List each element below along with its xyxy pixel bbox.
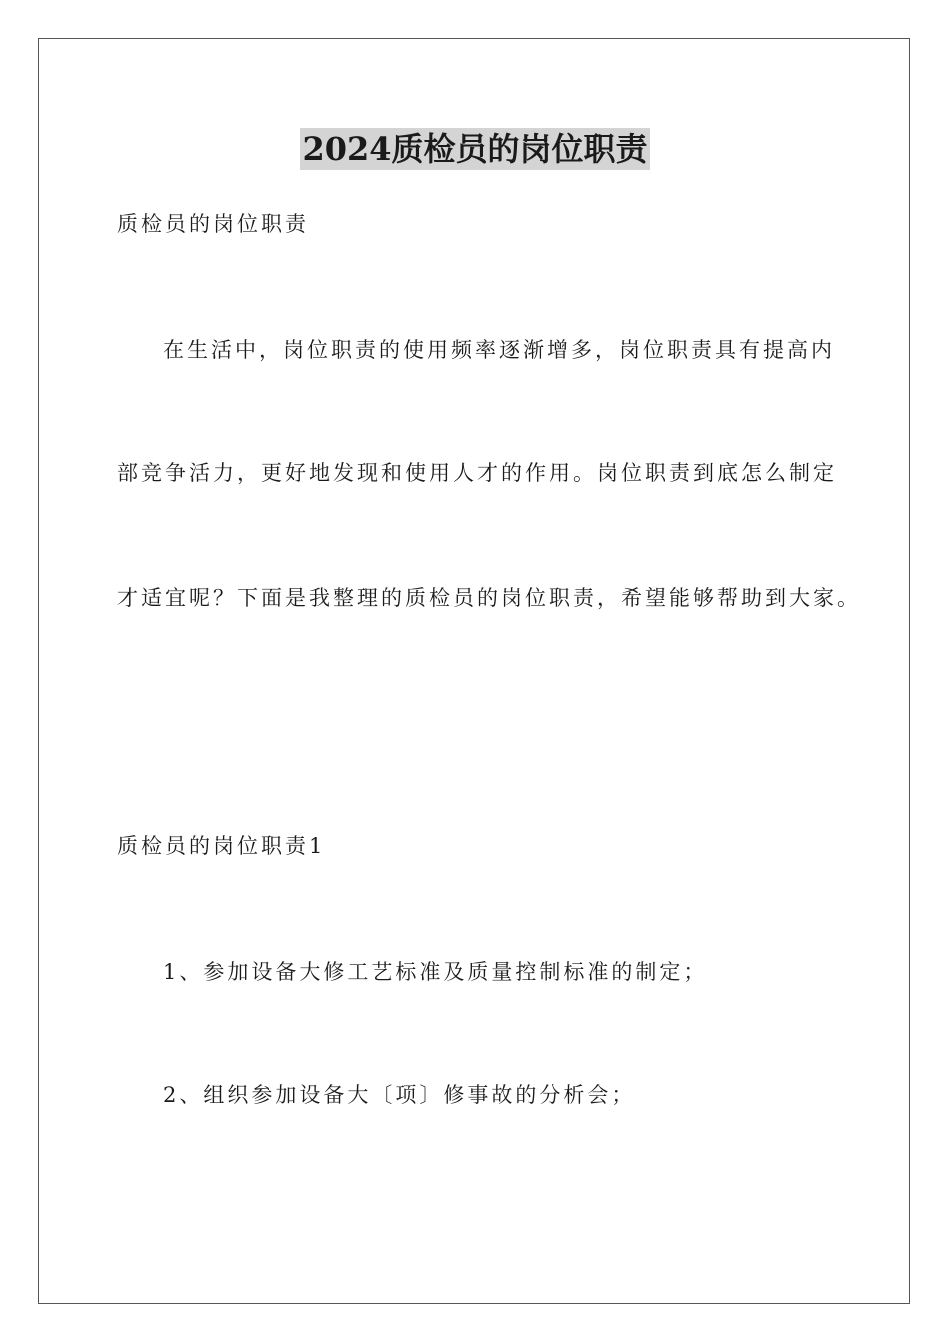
title-wrap <box>0 128 950 170</box>
document-subtitle: 质检员的岗位职责 <box>117 212 309 236</box>
list-item-1: 1、参加设备大修工艺标准及质量控制标准的制定； <box>163 960 708 984</box>
list-item-2: 2、组织参加设备大〔项〕修事故的分析会； <box>163 1083 636 1107</box>
intro-line-2: 部竞争活力，更好地发现和使用人才的作用。岗位职责到底怎么制定 <box>117 461 837 485</box>
intro-line-3: 才适宜呢？下面是我整理的质检员的岗位职责，希望能够帮助到大家。 <box>117 586 861 610</box>
intro-line-1: 在生活中，岗位职责的使用频率逐渐增多，岗位职责具有提高内 <box>163 338 835 362</box>
document-title: 2024质检员的岗位职责 <box>302 130 648 168</box>
section-heading: 质检员的岗位职责1 <box>117 834 326 858</box>
